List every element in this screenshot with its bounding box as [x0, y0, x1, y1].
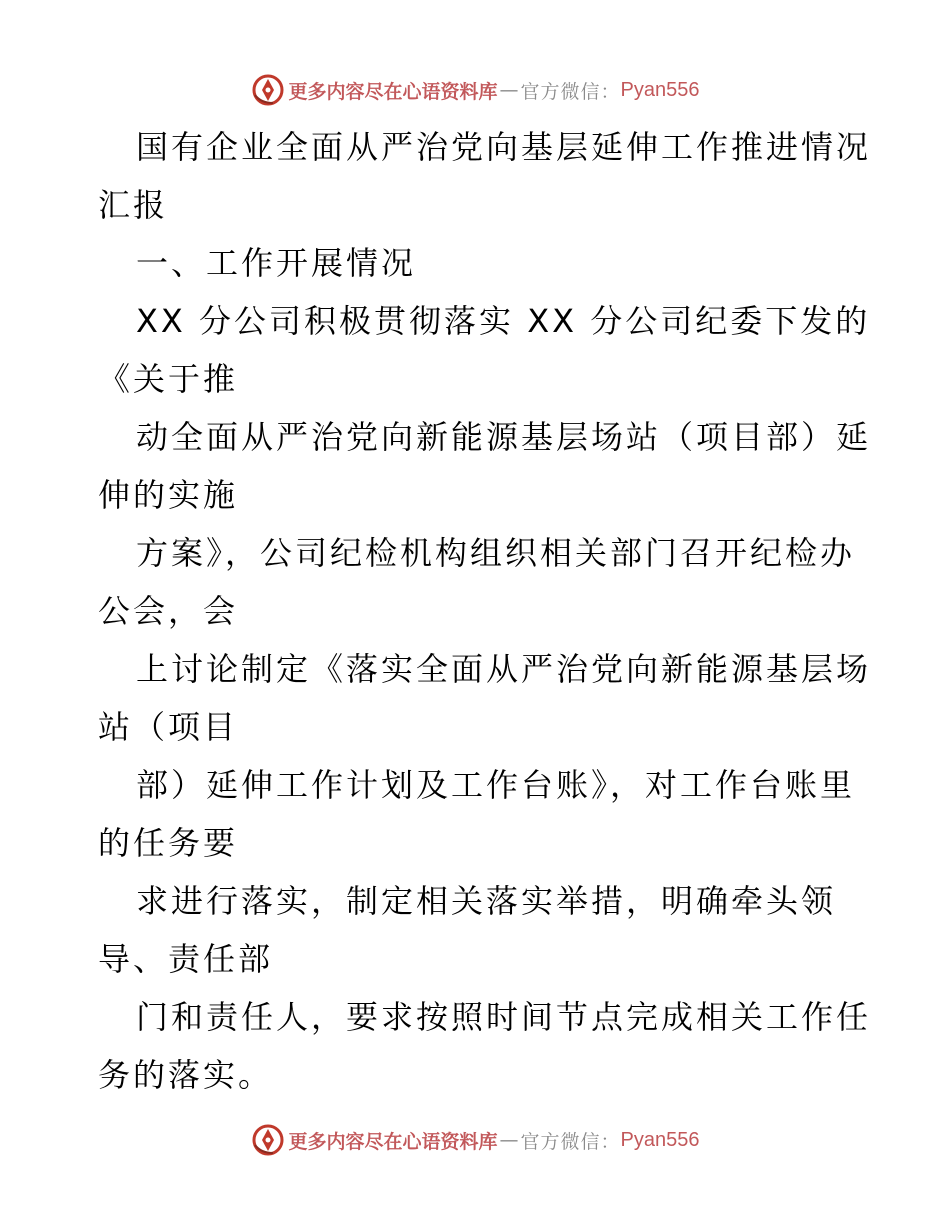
text-line: 的任务要	[98, 824, 239, 862]
banner-dash: —	[499, 1129, 519, 1151]
wechat-id: Pyan556	[620, 78, 700, 101]
text-line: XX 分公司积极贯彻落实 XX 分公司纪委下发的	[136, 302, 871, 340]
text-line: 导、责任部	[98, 940, 274, 978]
promo-text: 更多内容尽在心语资料库	[288, 80, 498, 103]
official-wechat-label: 官方微信：	[520, 80, 621, 103]
text-line: 上讨论制定《落实全面从严治党向新能源基层场	[136, 650, 872, 688]
text-line: 方案》，公司纪检机构组织相关部门召开纪检办	[136, 534, 856, 572]
text-line: 求进行落实，制定相关落实举措，明确牵头领	[136, 882, 837, 920]
document-body	[98, 118, 872, 1104]
banner-dash: —	[499, 79, 519, 101]
text-line: 门和责任人，要求按照时间节点完成相关工作任	[136, 998, 872, 1036]
footer-banner[interactable]	[0, 1118, 950, 1162]
wechat-id: Pyan556	[620, 1128, 700, 1151]
text-line: 汇报	[98, 186, 169, 224]
official-wechat-label: 官方微信：	[520, 1130, 621, 1153]
text-line: 部）延伸工作计划及工作台账》，对工作台账里	[136, 766, 856, 804]
text-line: 动全面从严治党向新能源基层场站（项目部）延	[136, 418, 872, 456]
promo-text: 更多内容尽在心语资料库	[288, 1130, 498, 1153]
text-line: 一、工作开展情况	[136, 244, 417, 282]
text-line: 务的落实。	[98, 1056, 274, 1094]
text-line: 伸的实施	[98, 476, 239, 514]
text-line: 《关于推	[98, 360, 239, 398]
text-line: 国有企业全面从严治党向基层延伸工作推进情况	[136, 128, 872, 166]
header-banner[interactable]	[0, 68, 950, 112]
text-line: 站（项目	[98, 708, 239, 746]
pen-nib-logo-icon	[251, 73, 285, 107]
text-line: 公会，会	[98, 592, 239, 630]
pen-nib-logo-icon	[251, 1123, 285, 1157]
